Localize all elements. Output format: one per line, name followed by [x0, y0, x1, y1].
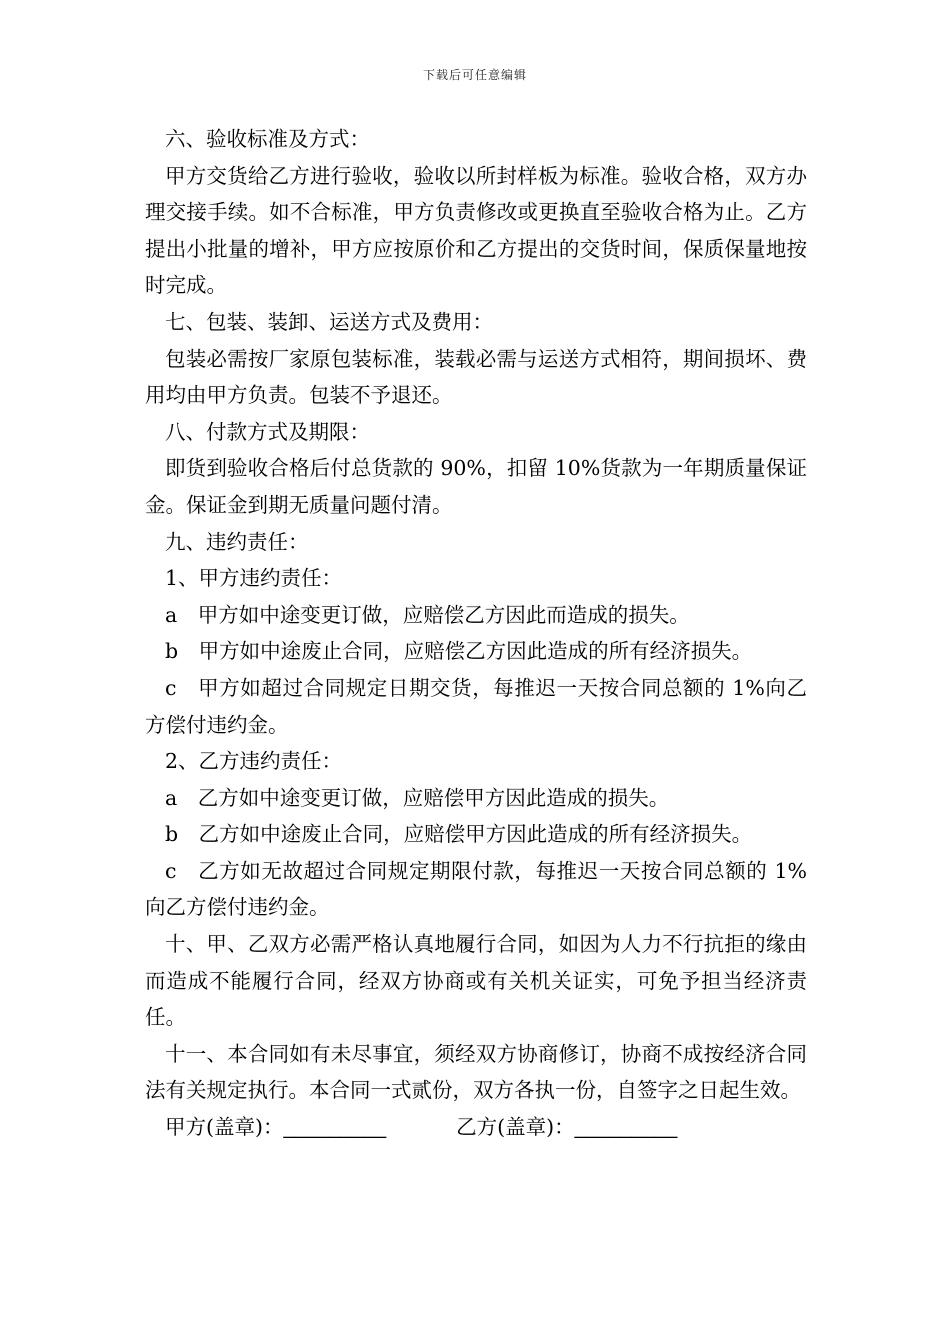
section-heading-acceptance: 六、验收标准及方式：	[165, 127, 370, 151]
signature-line	[145, 1109, 807, 1147]
clause-party-a-a: a 甲方如中途变更订做，应赔偿乙方因此而造成的损失。	[165, 602, 690, 627]
page-header: 下载后可任意编辑	[422, 68, 527, 82]
section-heading-liability: 九、违约责任：	[165, 529, 309, 554]
contract-body	[145, 121, 807, 1147]
clause-party-a-c: c 甲方如超过合同规定日期交货，每推迟一天按合同总额的 1%向乙方偿付违约金。	[145, 675, 807, 737]
paragraph-miscellaneous: 十一、本合同如有未尽事宜，须经双方协商修订，协商不成按经济合同法有关规定执行。本合同一式贰份，双方各执一份，自签字之日起生效。	[145, 1041, 807, 1103]
clause-party-b-c: c 乙方如无故超过合同规定期限付款，每推迟一天按合同总额的 1%向乙方偿付违约金。	[145, 858, 807, 920]
clause-party-a-b: b 甲方如中途废止合同，应赔偿乙方因此造成的所有经济损失。	[165, 639, 753, 664]
clause-party-b-b: b 乙方如中途废止合同，应赔偿甲方因此造成的所有经济损失。	[165, 822, 753, 847]
subheading-party-a-liability: 1、甲方违约责任：	[165, 566, 343, 591]
party-a-seal-blank: _________	[283, 1116, 387, 1140]
party-a-seal-label: 甲方(盖章)：	[165, 1115, 284, 1140]
party-b-seal-blank: _________	[574, 1116, 678, 1140]
party-b-seal-label: 乙方(盖章)：	[456, 1115, 575, 1140]
paragraph-acceptance: 甲方交货给乙方进行验收，验收以所封样板为标准。验收合格，双方办理交接手续。如不合标准，甲方负责修改或更换直至验收合格为止。乙方提出小批量的增补，甲方应按原价和乙方提出的交货时间，保质保量地按时完成。	[145, 163, 807, 298]
paragraph-packaging: 包装必需按厂家原包装标准，装载必需与运送方式相符，期间损坏、费用均由甲方负责。包装不予退还。	[145, 346, 807, 408]
paragraph-payment: 即货到验收合格后付总货款的 90%，扣留 10%货款为一年期质量保证金。保证金到期无质量问题付清。	[145, 456, 807, 517]
section-heading-payment: 八、付款方式及期限：	[165, 419, 370, 444]
subheading-party-b-liability: 2、乙方违约责任：	[165, 749, 343, 774]
clause-party-b-a: a 乙方如中途变更订做，应赔偿甲方因此造成的损失。	[165, 785, 670, 810]
paragraph-force-majeure: 十、甲、乙双方必需严格认真地履行合同，如因为人力不行抗拒的缘由而造成不能履行合同，经双方协商或有关机关证实，可免予担当经济责任。	[145, 932, 807, 1030]
section-heading-packaging: 七、包装、装卸、运送方式及费用：	[165, 309, 493, 334]
